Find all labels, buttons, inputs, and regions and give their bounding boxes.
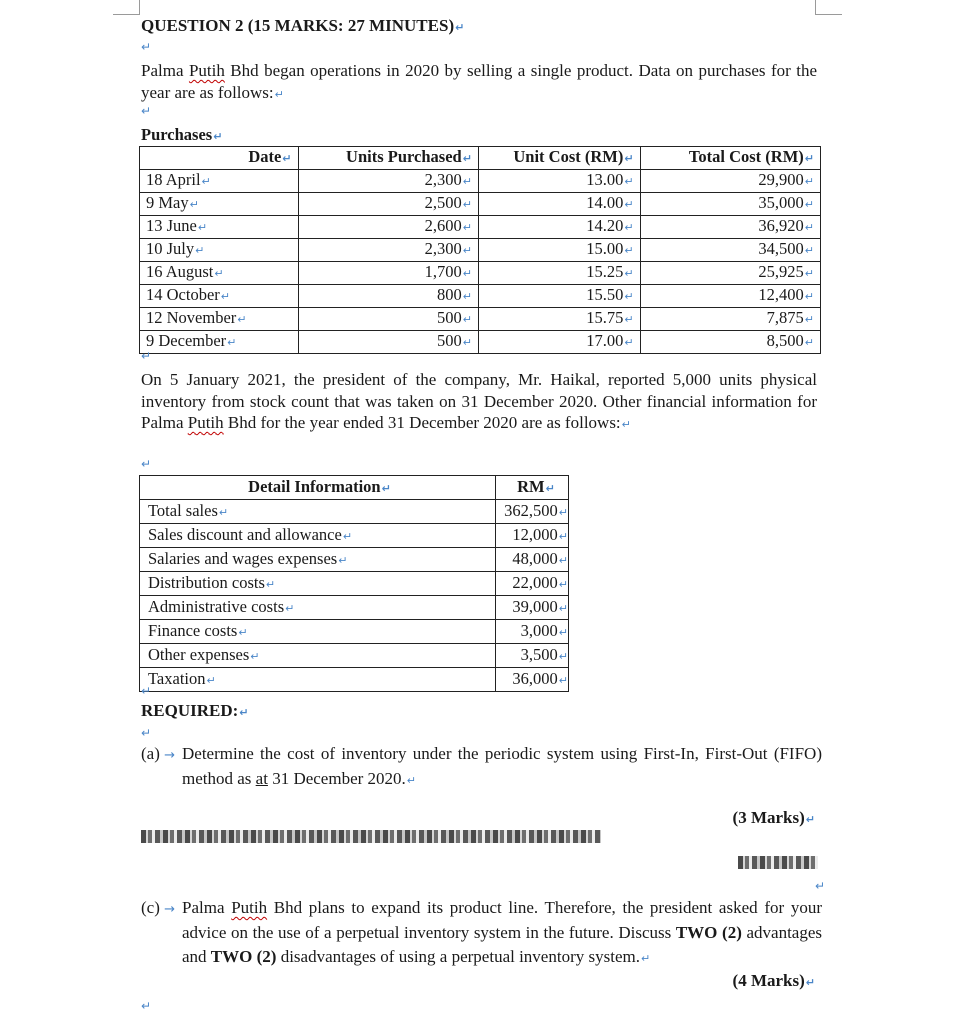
table-row (140, 620, 569, 644)
paragraph-mark: ↵ (141, 349, 152, 363)
paragraph-mark: ↵ (141, 40, 152, 54)
question-title: QUESTION 2 (15 MARKS: 27 MINUTES)↵ (141, 16, 465, 35)
purchases-heading: Purchases↵ (141, 125, 223, 144)
paragraph-mark: ↵ (141, 684, 152, 698)
redacted-text (141, 830, 601, 843)
cell-date: 18 April↵ (140, 170, 299, 193)
cell-total-cost: 25,925↵ (640, 262, 820, 285)
question-c-label: (c) → (141, 898, 176, 917)
cell-amount: 48,000↵ (496, 548, 569, 572)
table-row (140, 668, 569, 692)
cell-detail-label: Other expenses↵ (140, 644, 496, 668)
cell-date: 10 July↵ (140, 239, 299, 262)
margin-corner-mark (815, 0, 842, 15)
cell-total-cost: 7,875↵ (640, 308, 820, 331)
cell-detail-label: Total sales↵ (140, 500, 496, 524)
cell-detail-label: Administrative costs↵ (140, 596, 496, 620)
question-c-text: Palma Putih Bhd plans to expand its product line. Therefore, the president asked for your advice on the use of a perpetual inventory system in the future. Discuss TWO (2) advantages and TWO (2) disadvantages of using a perpetual inventory system.↵ (182, 898, 822, 966)
column-header: Unit Cost (RM)↵ (478, 147, 640, 170)
cell-amount: 3,000↵ (496, 620, 569, 644)
cell-unit-cost: 17.00↵ (478, 331, 640, 354)
cell-date: 16 August↵ (140, 262, 299, 285)
redacted-text (738, 856, 818, 869)
cell-total-cost: 35,000↵ (640, 193, 820, 216)
table-row (140, 239, 821, 262)
question-c (141, 896, 822, 972)
table-row (140, 596, 569, 620)
paragraph-mark: ↵ (141, 726, 152, 740)
table-row (140, 285, 821, 308)
table-row (140, 500, 569, 524)
question-a-text: Determine the cost of inventory under the periodic system using First-In, First-Out (FIFO) method as at 31 December 2020.↵ (182, 744, 822, 788)
cell-unit-cost: 13.00↵ (478, 170, 640, 193)
cell-date: 13 June↵ (140, 216, 299, 239)
cell-amount: 3,500↵ (496, 644, 569, 668)
cell-units-purchased: 500↵ (298, 308, 478, 331)
cell-total-cost: 36,920↵ (640, 216, 820, 239)
cell-detail-label: Taxation↵ (140, 668, 496, 692)
table-row (140, 216, 821, 239)
required-heading: REQUIRED:↵ (141, 701, 249, 720)
cell-total-cost: 8,500↵ (640, 331, 820, 354)
cell-units-purchased: 2,600↵ (298, 216, 478, 239)
cell-total-cost: 12,400↵ (640, 285, 820, 308)
question-a (141, 742, 822, 793)
column-header: Date↵ (140, 147, 299, 170)
cell-total-cost: 34,500↵ (640, 239, 820, 262)
cell-unit-cost: 15.25↵ (478, 262, 640, 285)
cell-unit-cost: 14.20↵ (478, 216, 640, 239)
cell-units-purchased: 800↵ (298, 285, 478, 308)
question-a-label: (a) → (141, 744, 176, 763)
purchases-table (139, 146, 821, 354)
paragraph-mark: ↵ (141, 999, 152, 1013)
cell-unit-cost: 15.50↵ (478, 285, 640, 308)
cell-unit-cost: 15.75↵ (478, 308, 640, 331)
table-row (140, 524, 569, 548)
cell-date: 9 May↵ (140, 193, 299, 216)
cell-date: 14 October↵ (140, 285, 299, 308)
cell-amount: 362,500↵ (496, 500, 569, 524)
question-c-marks: (4 Marks)↵ (732, 971, 815, 990)
cell-amount: 12,000↵ (496, 524, 569, 548)
cell-amount: 36,000↵ (496, 668, 569, 692)
cell-units-purchased: 500↵ (298, 331, 478, 354)
table-row (140, 170, 821, 193)
company-name: Palma Putih Bhd (141, 61, 259, 80)
detail-information-table (139, 475, 569, 692)
cell-date: 12 November↵ (140, 308, 299, 331)
cell-amount: 39,000↵ (496, 596, 569, 620)
column-header: Detail Information↵ (140, 476, 496, 500)
cell-unit-cost: 15.00↵ (478, 239, 640, 262)
paragraph-mark: ↵ (815, 879, 826, 893)
paragraph-mark: ↵ (141, 104, 152, 118)
cell-units-purchased: 2,300↵ (298, 170, 478, 193)
table-row (140, 644, 569, 668)
cell-detail-label: Salaries and wages expenses↵ (140, 548, 496, 572)
cell-unit-cost: 14.00↵ (478, 193, 640, 216)
cell-detail-label: Distribution costs↵ (140, 572, 496, 596)
table-row (140, 572, 569, 596)
cell-units-purchased: 2,500↵ (298, 193, 478, 216)
table-row (140, 193, 821, 216)
cell-detail-label: Sales discount and allowance↵ (140, 524, 496, 548)
column-header: Total Cost (RM)↵ (640, 147, 820, 170)
cell-detail-label: Finance costs↵ (140, 620, 496, 644)
paragraph-mark: ↵ (141, 457, 152, 471)
cell-total-cost: 29,900↵ (640, 170, 820, 193)
cell-date: 9 December↵ (140, 331, 299, 354)
table-header-row (140, 147, 821, 170)
table-header-row (140, 476, 569, 500)
cell-amount: 22,000↵ (496, 572, 569, 596)
cell-units-purchased: 2,300↵ (298, 239, 478, 262)
table-row (140, 262, 821, 285)
table-row (140, 308, 821, 331)
question-a-marks: (3 Marks)↵ (732, 808, 815, 827)
cell-units-purchased: 1,700↵ (298, 262, 478, 285)
intro-paragraph: Palma Putih Bhd began operations in 2020 by selling a single product. Data on purchases for the year are as follows:↵ (141, 61, 817, 102)
table-row (140, 548, 569, 572)
margin-corner-mark (113, 0, 140, 15)
inventory-paragraph: On 5 January 2021, the president of the company, Mr. Haikal, reported 5,000 units physical inventory from stock count that was taken on 31 December 2020. Other financial information for Palma Putih Bhd for the year ended 31 December 2020 are as follows:↵ (141, 370, 817, 432)
column-header: Units Purchased↵ (298, 147, 478, 170)
column-header: RM↵ (496, 476, 569, 500)
table-row (140, 331, 821, 354)
